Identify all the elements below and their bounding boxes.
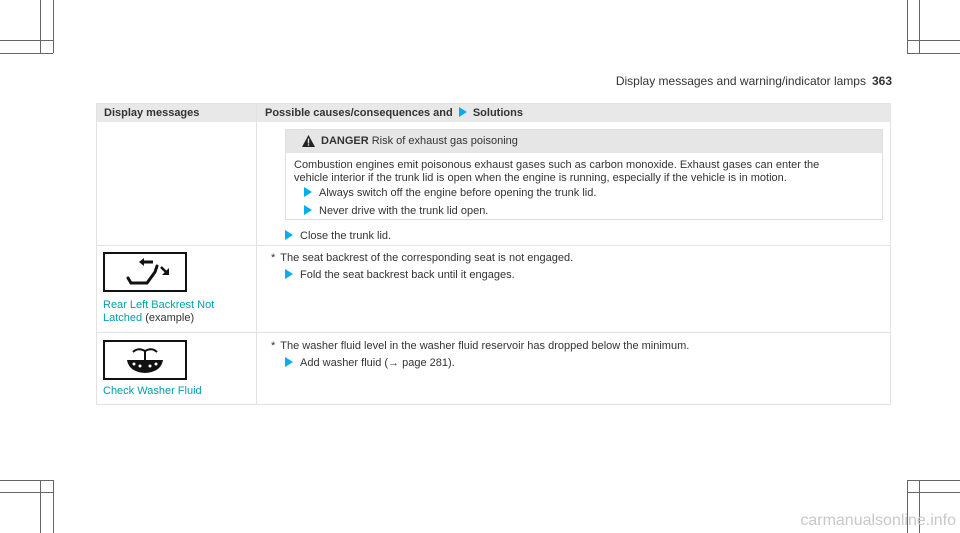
crop-mark xyxy=(40,0,41,53)
danger-title-line xyxy=(321,135,518,148)
message-rear-left-backrest: Rear Left Backrest Not xyxy=(103,299,215,311)
watermark: carmanualsonline.info xyxy=(800,512,956,529)
row-divider xyxy=(97,245,890,246)
column-divider xyxy=(256,104,257,404)
display-messages-table xyxy=(96,103,891,405)
crop-mark xyxy=(907,53,960,54)
solution-step-suffix: ). xyxy=(448,357,455,369)
washer-fluid-icon-glyph xyxy=(105,342,185,378)
arrow-icon xyxy=(304,205,312,215)
col-header-display-messages: Display messages xyxy=(104,107,200,119)
page-number: 363 xyxy=(871,74,892,88)
danger-step xyxy=(304,187,596,200)
crop-mark xyxy=(907,0,908,53)
danger-title: Risk of exhaust gas poisoning xyxy=(371,135,518,147)
danger-step-text: Always switch off the engine before opening the trunk lid. xyxy=(319,187,597,199)
crop-mark xyxy=(53,480,54,533)
solution-step-text: Fold the seat backrest back until it engages. xyxy=(300,269,515,281)
asterisk: * xyxy=(271,252,276,264)
cause-text-body: The washer fluid level in the washer fluid reservoir has dropped below the minimum. xyxy=(280,340,690,352)
message-example-note: (example) xyxy=(145,312,195,324)
danger-body-line: Combustion engines emit poisonous exhaust gases such as carbon monoxide. Exhaust gases can enter the xyxy=(294,159,820,171)
solution-step-text: Add washer fluid ( xyxy=(300,357,389,369)
cause-text xyxy=(271,252,573,265)
header-title: Display messages and warning/indicator lamps xyxy=(615,74,866,88)
solution-step xyxy=(285,269,515,282)
solution-step xyxy=(285,357,455,370)
cause-text xyxy=(271,340,689,353)
warning-triangle-icon xyxy=(302,135,315,147)
asterisk: * xyxy=(271,340,276,352)
arrow-icon xyxy=(459,107,467,117)
washer-fluid-icon xyxy=(103,340,187,380)
message-latched: Latched xyxy=(103,312,143,324)
crop-mark xyxy=(0,40,53,41)
message-line xyxy=(103,312,194,325)
page-ref-arrow-icon: → xyxy=(388,357,400,369)
crop-mark xyxy=(907,492,960,493)
solution-step xyxy=(285,230,391,243)
seat-backrest-icon-glyph xyxy=(105,254,185,290)
danger-box xyxy=(285,129,883,220)
row-divider xyxy=(97,332,890,333)
col-header-causes-text: Possible causes/consequences and xyxy=(265,107,453,119)
crop-mark xyxy=(907,480,960,481)
crop-mark xyxy=(0,480,53,481)
danger-body-line: vehicle interior if the trunk lid is open when the engine is running, especially if the vehicle is in motion. xyxy=(294,172,787,184)
page-header xyxy=(616,74,892,88)
crop-mark xyxy=(0,492,53,493)
page-reference-link[interactable]: page 281 xyxy=(402,357,448,369)
col-header-solutions: Solutions xyxy=(472,107,523,119)
arrow-icon xyxy=(285,269,293,279)
crop-mark xyxy=(40,480,41,533)
col-header-causes xyxy=(265,107,523,119)
danger-label: DANGER xyxy=(321,135,369,147)
crop-mark xyxy=(0,53,53,54)
crop-mark xyxy=(53,0,54,53)
arrow-icon xyxy=(285,230,293,240)
arrow-icon xyxy=(285,357,293,367)
arrow-icon xyxy=(304,187,312,197)
message-check-washer-fluid: Check Washer Fluid xyxy=(103,385,202,397)
danger-step-text: Never drive with the trunk lid open. xyxy=(319,205,489,217)
crop-mark xyxy=(907,40,960,41)
crop-mark xyxy=(919,0,920,53)
cause-text-body: The seat backrest of the corresponding seat is not engaged. xyxy=(280,252,574,264)
solution-step-text: Close the trunk lid. xyxy=(300,230,392,242)
seat-backrest-icon xyxy=(103,252,187,292)
danger-step xyxy=(304,205,488,218)
